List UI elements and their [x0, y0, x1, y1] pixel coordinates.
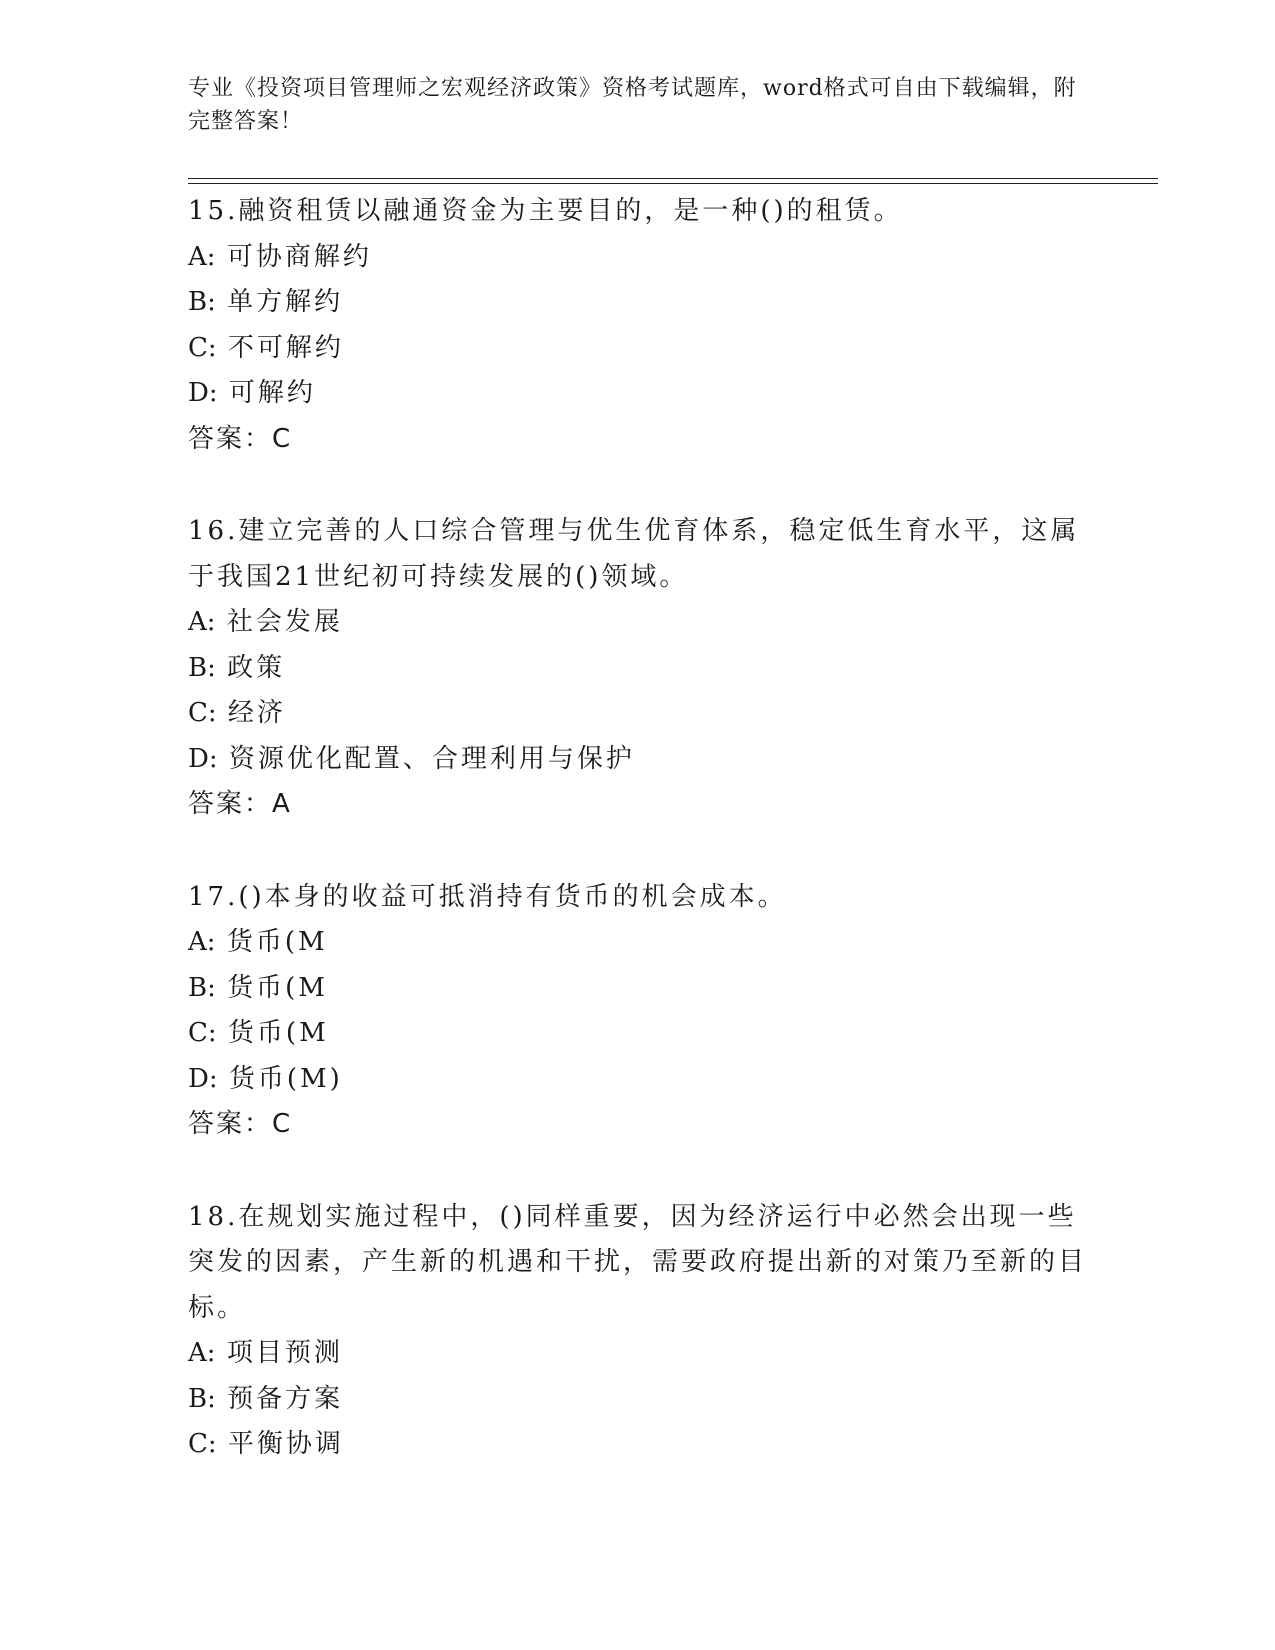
question-stem: 15.融资租赁以融通资金为主要目的，是一种()的租赁。 [188, 196, 903, 226]
option-b [188, 966, 1088, 1012]
option-text: 单方解约 [227, 287, 344, 317]
option-label: A: [188, 1338, 216, 1368]
option-label: B: [188, 287, 216, 317]
question-15 [188, 189, 1088, 462]
option-label: B: [188, 972, 216, 1003]
option-text: 经济 [227, 698, 286, 728]
option-b [188, 280, 1088, 326]
option-b [188, 1377, 1088, 1423]
option-label: D: [188, 1063, 218, 1094]
option-text: 不可解约 [227, 332, 344, 363]
question-stem: 18.在规划实施过程中，()同样重要，因为经济运行中必然会出现一些突发的因素，产生新的机遇和干扰，需要政府提出新的对策乃至新的目标。 [188, 1201, 1088, 1323]
option-d [188, 737, 1088, 783]
question-list [188, 189, 1088, 1515]
option-label: C: [188, 332, 217, 363]
option-text: 项目预测 [226, 1338, 343, 1368]
option-text: 货币(M [227, 972, 328, 1003]
option-text: 资源优化配置、合理利用与保护 [228, 743, 635, 774]
answer-line: 答案：C [188, 423, 293, 454]
option-a [188, 1331, 1088, 1377]
option-a [188, 235, 1088, 281]
header-divider-bottom [188, 183, 1158, 184]
question-stem: 16.建立完善的人口综合管理与优生优育体系，稳定低生育水平，这属于我国21世纪初可持续发展的()领域。 [188, 516, 1080, 592]
option-label: D: [188, 743, 218, 774]
question-18 [188, 1195, 1088, 1468]
option-text: 可协商解约 [226, 241, 372, 272]
option-text: 平衡协调 [227, 1429, 344, 1459]
option-label: C: [188, 1018, 217, 1048]
option-label: C: [188, 698, 217, 728]
option-d [188, 1057, 1088, 1103]
option-label: B: [188, 652, 216, 683]
option-text: 货币(M [226, 927, 328, 957]
option-text: 货币(M [227, 1018, 329, 1048]
option-b [188, 646, 1088, 692]
option-label: A: [188, 607, 216, 637]
question-16 [188, 509, 1088, 828]
option-c [188, 691, 1088, 737]
answer-line: 答案：A [188, 789, 292, 819]
option-a [188, 920, 1088, 966]
document-header: 专业《投资项目管理师之宏观经济政策》资格考试题库，word格式可自由下载编辑，附完整答案！ [188, 76, 1077, 134]
option-text: 政策 [227, 652, 286, 683]
option-label: A: [188, 927, 216, 957]
option-c [188, 326, 1088, 372]
question-stem: 17.()本身的收益可抵消持有货币的机会成本。 [188, 881, 787, 912]
question-17 [188, 875, 1088, 1148]
option-label: C: [188, 1429, 217, 1459]
option-text: 可解约 [228, 378, 316, 408]
answer-line: 答案：C [188, 1109, 293, 1139]
option-label: D: [188, 378, 218, 408]
option-text: 预备方案 [227, 1383, 344, 1414]
option-d [188, 371, 1088, 417]
option-text: 货币(M) [228, 1063, 343, 1094]
option-c [188, 1422, 1088, 1468]
header-divider-top [188, 178, 1158, 179]
option-a [188, 600, 1088, 646]
option-text: 社会发展 [226, 607, 343, 637]
option-c [188, 1011, 1088, 1057]
option-label: A: [188, 241, 216, 272]
option-label: B: [188, 1383, 216, 1414]
